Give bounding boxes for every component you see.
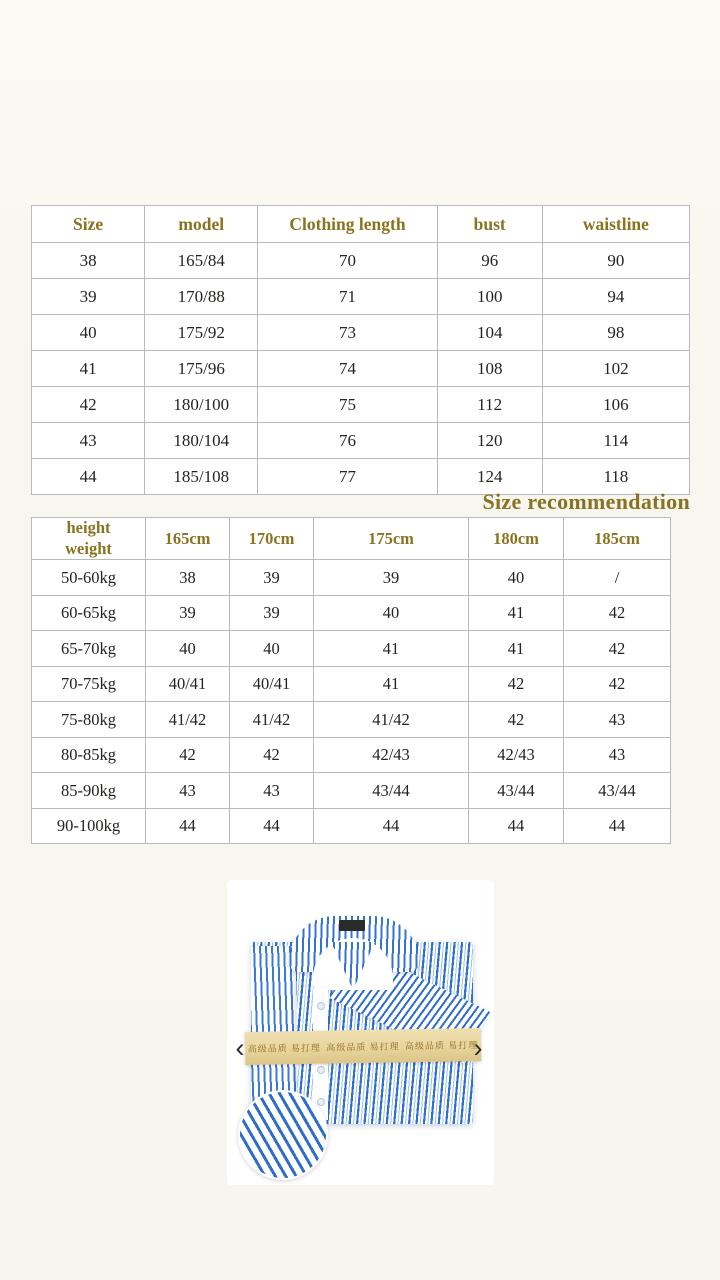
table-row xyxy=(32,808,671,844)
size-recommendation-table-container xyxy=(31,517,670,844)
cell-waistline: 106 xyxy=(542,387,689,423)
cell-size-185: 42 xyxy=(564,666,671,702)
cell-size-165: 42 xyxy=(146,737,230,773)
table-row xyxy=(32,737,671,773)
height-weight-label xyxy=(32,518,145,559)
cell-length: 71 xyxy=(258,279,437,315)
next-image-arrow[interactable]: › xyxy=(473,1033,483,1063)
cell-size-165: 43 xyxy=(146,773,230,809)
cell-size-165: 40/41 xyxy=(146,666,230,702)
cell-length: 70 xyxy=(258,243,437,279)
cell-model: 175/96 xyxy=(145,351,258,387)
table-row xyxy=(32,351,690,387)
cell-size-175: 44 xyxy=(314,808,469,844)
shirt-brand-label xyxy=(339,920,365,931)
table-row xyxy=(32,387,690,423)
cell-length: 73 xyxy=(258,315,437,351)
column-header-waistline: waistline xyxy=(542,206,689,243)
cell-model: 185/108 xyxy=(145,459,258,495)
cell-size-175: 41/42 xyxy=(314,702,469,738)
cell-length: 77 xyxy=(258,459,437,495)
belly-band-text: 高级品质 易打理 xyxy=(326,1041,400,1053)
column-header-size: Size xyxy=(32,206,145,243)
cell-size-165: 39 xyxy=(146,595,230,631)
cell-model: 165/84 xyxy=(145,243,258,279)
shirt-belly-band xyxy=(245,1028,482,1065)
cell-size-175: 41 xyxy=(314,631,469,667)
cell-size-185: 43/44 xyxy=(564,773,671,809)
height-label: height xyxy=(66,518,111,537)
cell-weight-range: 85-90kg xyxy=(32,773,146,809)
cell-bust: 100 xyxy=(437,279,542,315)
belly-band-text: 高级品质 易打理 xyxy=(247,1042,322,1055)
table-row xyxy=(32,423,690,459)
cell-size-180: 40 xyxy=(469,560,564,596)
previous-image-arrow[interactable]: ‹ xyxy=(235,1033,245,1063)
table-row xyxy=(32,279,690,315)
cell-size-175: 43/44 xyxy=(314,773,469,809)
cell-size-170: 44 xyxy=(230,808,314,844)
cell-size-175: 41 xyxy=(314,666,469,702)
cell-size-180: 43/44 xyxy=(469,773,564,809)
cell-weight-range: 70-75kg xyxy=(32,666,146,702)
cell-size-185: 44 xyxy=(564,808,671,844)
cell-weight-range: 60-65kg xyxy=(32,595,146,631)
cell-size-180: 41 xyxy=(469,631,564,667)
shirt-button xyxy=(317,1066,325,1074)
cell-size-170: 42 xyxy=(230,737,314,773)
cell-bust: 120 xyxy=(437,423,542,459)
cell-size-165: 40 xyxy=(146,631,230,667)
cell-size-165: 44 xyxy=(146,808,230,844)
cell-model: 180/104 xyxy=(145,423,258,459)
cell-waistline: 118 xyxy=(542,459,689,495)
cell-bust: 124 xyxy=(437,459,542,495)
cell-bust: 96 xyxy=(437,243,542,279)
cell-size-185: 43 xyxy=(564,737,671,773)
cell-length: 76 xyxy=(258,423,437,459)
cell-length: 74 xyxy=(258,351,437,387)
column-header-165cm: 165cm xyxy=(146,518,230,560)
cell-size-180: 44 xyxy=(469,808,564,844)
cell-size-170: 41/42 xyxy=(230,702,314,738)
weight-label: weight xyxy=(65,538,112,558)
cell-size: 41 xyxy=(32,351,145,387)
cell-size-185: 42 xyxy=(564,595,671,631)
cell-bust: 104 xyxy=(437,315,542,351)
table-row xyxy=(32,595,671,631)
cell-waistline: 90 xyxy=(542,243,689,279)
cell-model: 170/88 xyxy=(145,279,258,315)
table-row xyxy=(32,666,671,702)
size-table xyxy=(31,205,690,495)
cell-size-180: 41 xyxy=(469,595,564,631)
fabric-swatch xyxy=(238,1090,328,1180)
table-row xyxy=(32,702,671,738)
cell-waistline: 114 xyxy=(542,423,689,459)
cell-size: 38 xyxy=(32,243,145,279)
cell-size-175: 42/43 xyxy=(314,737,469,773)
cell-model: 180/100 xyxy=(145,387,258,423)
table-header-row xyxy=(32,206,690,243)
size-recommendation-table xyxy=(31,517,671,844)
table-row xyxy=(32,315,690,351)
cell-weight-range: 90-100kg xyxy=(32,808,146,844)
cell-weight-range: 65-70kg xyxy=(32,631,146,667)
size-table-container xyxy=(31,205,690,495)
cell-waistline: 98 xyxy=(542,315,689,351)
column-header-185cm: 185cm xyxy=(564,518,671,560)
column-header-175cm: 175cm xyxy=(314,518,469,560)
belly-band-text: 高级品质 易打理 xyxy=(404,1039,479,1052)
column-header-180cm: 180cm xyxy=(469,518,564,560)
table-header-row xyxy=(32,518,671,560)
cell-length: 75 xyxy=(258,387,437,423)
cell-weight-range: 75-80kg xyxy=(32,702,146,738)
cell-size: 42 xyxy=(32,387,145,423)
cell-size-180: 42 xyxy=(469,702,564,738)
cell-size-180: 42/43 xyxy=(469,737,564,773)
cell-waistline: 94 xyxy=(542,279,689,315)
cell-size-170: 40 xyxy=(230,631,314,667)
cell-size-180: 42 xyxy=(469,666,564,702)
table-row xyxy=(32,631,671,667)
cell-size-170: 39 xyxy=(230,595,314,631)
cell-weight-range: 50-60kg xyxy=(32,560,146,596)
cell-size-175: 40 xyxy=(314,595,469,631)
cell-size: 43 xyxy=(32,423,145,459)
cell-waistline: 102 xyxy=(542,351,689,387)
cell-size-170: 43 xyxy=(230,773,314,809)
table-row xyxy=(32,243,690,279)
folded-shirt-image xyxy=(227,880,494,1185)
shirt-button xyxy=(317,1098,325,1106)
cell-bust: 108 xyxy=(437,351,542,387)
size-recommendation-title: Size recommendation xyxy=(482,489,690,514)
table-row xyxy=(32,560,671,596)
cell-size-185: 42 xyxy=(564,631,671,667)
cell-size-165: 41/42 xyxy=(146,702,230,738)
cell-size-185: / xyxy=(564,560,671,596)
cell-size-175: 39 xyxy=(314,560,469,596)
cell-size-170: 40/41 xyxy=(230,666,314,702)
cell-weight-range: 80-85kg xyxy=(32,737,146,773)
cell-size-170: 39 xyxy=(230,560,314,596)
column-header-170cm: 170cm xyxy=(230,518,314,560)
column-header-height-weight xyxy=(32,518,146,560)
cell-size: 40 xyxy=(32,315,145,351)
column-header-clothing-length: Clothing length xyxy=(258,206,437,243)
product-image-card[interactable] xyxy=(227,880,494,1185)
table-row xyxy=(32,773,671,809)
column-header-bust: bust xyxy=(437,206,542,243)
shirt-button xyxy=(317,1002,325,1010)
cell-model: 175/92 xyxy=(145,315,258,351)
cell-size-185: 43 xyxy=(564,702,671,738)
cell-size: 39 xyxy=(32,279,145,315)
column-header-model: model xyxy=(145,206,258,243)
cell-bust: 112 xyxy=(437,387,542,423)
cell-size-165: 38 xyxy=(146,560,230,596)
cell-size: 44 xyxy=(32,459,145,495)
